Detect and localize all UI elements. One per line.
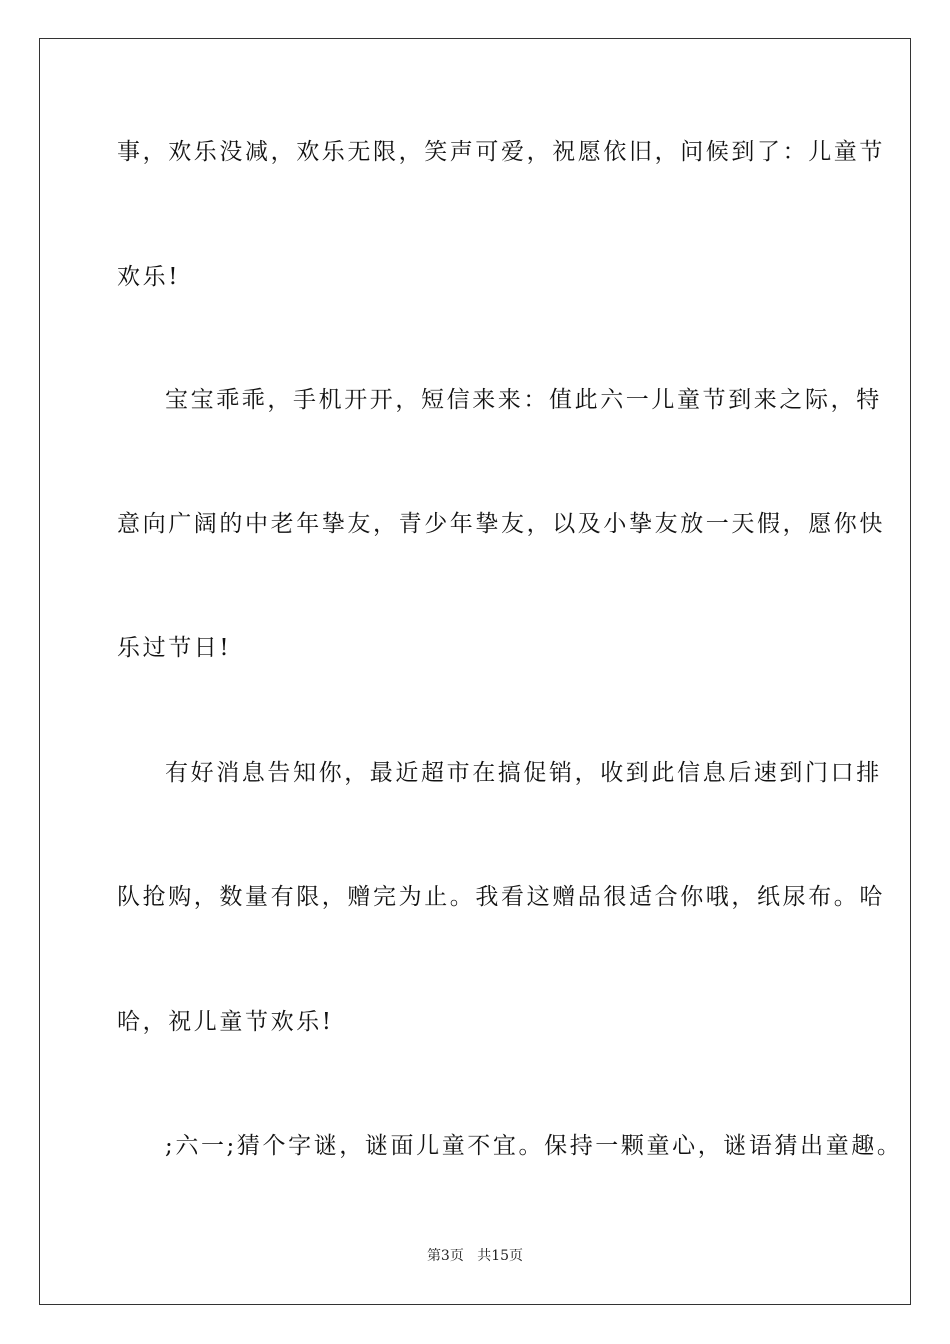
text-line: 队抢购，数量有限，赠完为止。我看这赠品很适合你哦，纸尿布。哈 — [117, 884, 885, 910]
text-line: 欢乐! — [117, 264, 181, 290]
page-number: 第3页 — [426, 1248, 464, 1264]
text-line: 事，欢乐没减，欢乐无限，笑声可爱，祝愿依旧，问候到了：儿童节 — [117, 139, 885, 165]
text-line: 哈，祝儿童节欢乐! — [117, 1009, 334, 1035]
paragraph-start-line: ;六一;猜个字谜，谜面儿童不宜。保持一颗童心，谜语猜出童趣。 — [165, 1133, 903, 1159]
page-footer — [0, 1246, 950, 1266]
paragraph-start-line: 有好消息告知你，最近超市在搞促销，收到此信息后速到门口排 — [165, 760, 882, 786]
paragraph-start-line: 宝宝乖乖，手机开开，短信来来：值此六一儿童节到来之际，特 — [165, 387, 882, 413]
page-frame — [39, 38, 911, 1305]
text-line: 意向广阔的中老年挚友，青少年挚友，以及小挚友放一天假，愿你快 — [117, 511, 885, 537]
text-line: 乐过节日! — [117, 635, 232, 661]
total-pages: 共15页 — [477, 1248, 524, 1264]
